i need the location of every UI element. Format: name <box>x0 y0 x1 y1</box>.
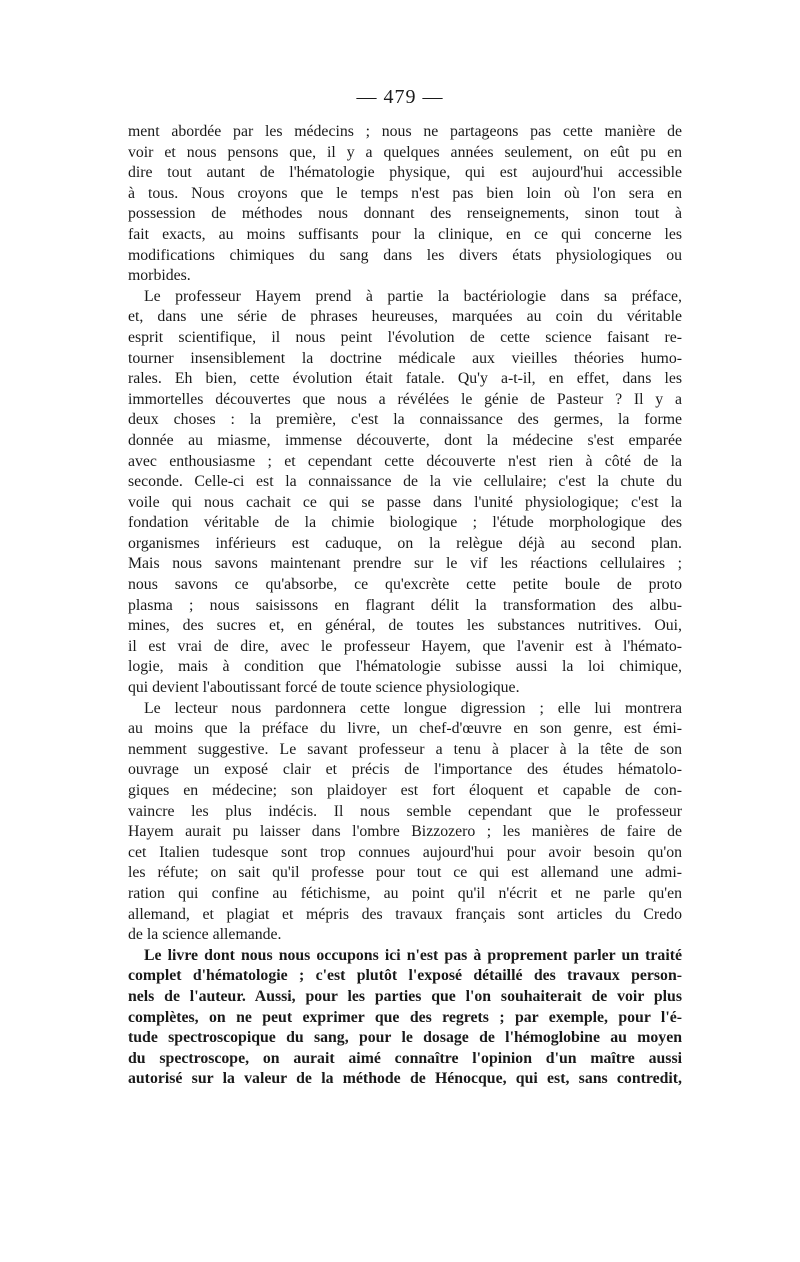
text-line: mines, des sucres et, en général, de toutes les substances nutritives. Oui, <box>128 617 682 635</box>
text-line: Hayem aurait pu laisser dans l'ombre Bizzozero ; les manières de faire de <box>128 823 682 841</box>
text-line: complètes, on ne peut exprimer que des regrets ; par exemple, pour l'é- <box>128 1008 682 1026</box>
paragraph <box>128 287 682 699</box>
text-line: plasma ; nous saisissons en flagrant délit la transformation des albu- <box>128 596 682 614</box>
text-line: tourner insensiblement la doctrine médicale aux vieilles théories humo- <box>128 349 682 367</box>
text-line: cet Italien tudesque sont trop connues aujourd'hui pour avoir besoin qu'on <box>128 843 682 861</box>
text-line: Le livre dont nous nous occupons ici n'est pas à proprement parler un traité <box>144 946 682 964</box>
text-line: ment abordée par les médecins ; nous ne partageons pas cette manière de <box>128 123 682 140</box>
text-line: giques en médecine; son plaidoyer est fort éloquent et capable de con- <box>128 782 682 799</box>
text-line: Mais nous savons maintenant prendre sur le vif les réactions cellulaires ; <box>128 555 682 573</box>
text-line: morbides. <box>128 267 191 285</box>
text-line: logie, mais à condition que l'hématologie subisse aussi la loi chimique, <box>128 658 682 676</box>
text-line: seconde. Celle-ci est la connaissance de la vie cellulaire; c'est la chute du <box>128 473 682 491</box>
paragraph <box>128 122 682 287</box>
text-line: qui devient l'aboutissant forcé de toute science physiologique. <box>128 679 520 697</box>
text-line: nels de l'auteur. Aussi, pour les parties que l'on souhaiterait de voir plus <box>128 987 682 1005</box>
text-line: possession de méthodes nous donnant des renseignements, sinon tout à <box>128 205 682 223</box>
text-line: autorisé sur la valeur de la méthode de Hénocque, qui est, sans contredit, <box>128 1070 682 1088</box>
text-line: deux choses : la première, c'est la connaissance des germes, la forme <box>128 411 682 429</box>
text-line: avec enthousiasme ; et cependant cette découverte n'est rien à côté de la <box>128 452 682 470</box>
text-line: les réfute; on sait qu'il professe pour tout ce qui est allemand une admi- <box>128 864 682 882</box>
text-line: Le professeur Hayem prend à partie la bactériologie dans sa préface, <box>144 287 682 305</box>
text-line: complet d'hématologie ; c'est plutôt l'exposé détaillé des travaux person- <box>128 967 682 985</box>
text-line: au moins que la préface du livre, un chef-d'œuvre en son genre, est émi- <box>128 720 682 738</box>
text-line: du spectroscope, on aurait aimé connaître l'opinion d'un maître aussi <box>128 1049 682 1067</box>
text-line: donnée au miasme, immense découverte, dont la médecine s'est emparée <box>128 431 682 449</box>
page-number: — 479 — <box>356 86 444 108</box>
paragraph <box>128 946 682 1090</box>
body-text <box>128 122 682 1090</box>
text-line: voile qui nous cachait ce qui se passe dans l'unité physiologique; c'est la <box>128 493 682 511</box>
text-line: tude spectroscopique du sang, pour le dosage de l'hémoglobine au moyen <box>128 1029 682 1047</box>
text-line: fait exacts, au moins suffisants pour la clinique, en ce qui concerne les <box>128 225 682 243</box>
text-line: modifications chimiques du sang dans les divers états physiologiques ou <box>128 246 682 264</box>
text-line: de la science allemande. <box>128 926 282 944</box>
paragraph <box>128 699 682 946</box>
text-line: Le lecteur nous pardonnera cette longue digression ; elle lui montrera <box>144 699 682 717</box>
text-line: vaincre les plus indécis. Il nous semble cependant que le professeur <box>128 802 682 820</box>
text-line: nemment suggestive. Le savant professeur a tenu à placer à la tête de son <box>128 740 682 758</box>
text-line: ouvrage un exposé clair et précis de l'importance des études hématolo- <box>128 761 682 779</box>
text-line: ration qui confine au fétichisme, au point qu'il n'écrit et ne parle qu'en <box>128 884 682 902</box>
text-line: esprit scientifique, il nous peint l'évolution de cette science faisant re- <box>128 328 682 346</box>
text-line: dire tout autant de l'hématologie physique, qui est aujourd'hui accessible <box>128 164 682 182</box>
text-line: et, dans une série de phrases heureuses, marquées au coin du véritable <box>128 308 682 326</box>
text-line: rales. Eh bien, cette évolution était fatale. Qu'y a-t-il, en effet, dans les <box>128 370 682 388</box>
text-line: organismes inférieurs est caduque, on la relègue déjà au second plan. <box>128 534 682 552</box>
text-line: à tous. Nous croyons que le temps n'est pas bien loin où l'on sera en <box>128 184 682 202</box>
text-line: voir et nous pensons que, il y a quelques années seulement, on eût pu en <box>128 143 682 161</box>
text-line: immortelles découvertes que nous a révélées le génie de Pasteur ? Il y a <box>128 390 682 408</box>
text-line: allemand, et plagiat et mépris des travaux français sont articles du Credo <box>128 905 682 923</box>
text-line: il est vrai de dire, avec le professeur Hayem, que l'avenir est à l'hémato- <box>128 637 682 655</box>
text-line: fondation véritable de la chimie biologique ; l'étude morphologique des <box>128 514 682 532</box>
text-line: nous savons ce qu'absorbe, ce qu'excrète cette petite boule de proto <box>128 576 682 594</box>
